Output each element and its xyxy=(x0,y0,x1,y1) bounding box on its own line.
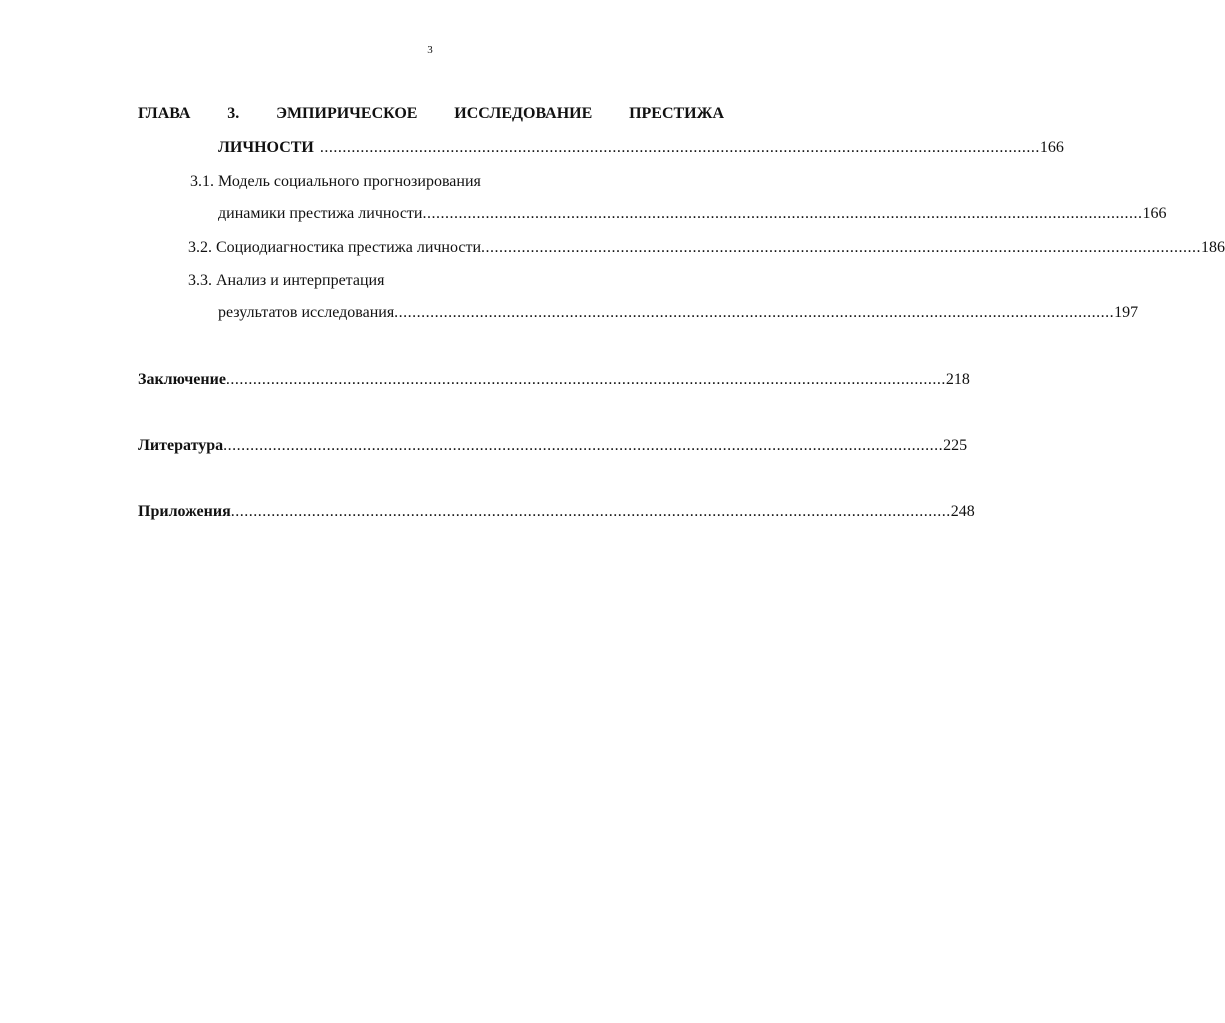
heading-word-3: ЭМПИРИЧЕСКОЕ xyxy=(276,105,418,122)
section-3-2-page: 186 xyxy=(1201,239,1225,256)
leader-dots: ................................................................................................................................................................ xyxy=(225,371,946,388)
literature-page: 225 xyxy=(943,437,968,454)
conclusion-page: 218 xyxy=(945,371,970,388)
toc-appendices xyxy=(138,502,975,522)
toc-conclusion xyxy=(138,370,970,390)
heading-word-5: ПРЕСТИЖА xyxy=(629,105,724,122)
chapter-title-line xyxy=(218,138,1064,158)
leader-dots: ................................................................................................................................................................ xyxy=(230,503,951,520)
chapter-heading xyxy=(138,104,724,124)
section-3-1-page: 166 xyxy=(1142,205,1167,222)
heading-word-1: ГЛАВА xyxy=(138,105,191,122)
heading-word-2: 3. xyxy=(227,105,240,122)
section-3-3-page: 197 xyxy=(1114,304,1139,321)
chapter-page: 166 xyxy=(1039,139,1064,156)
leader-dots: ................................................................................................................................................................ xyxy=(223,437,944,454)
section-3-3-line1: 3.3. Анализ и интерпретация xyxy=(188,272,385,289)
chapter-title-cont: ЛИЧНОСТИ xyxy=(218,139,314,156)
section-3-1-line2 xyxy=(218,204,1167,224)
conclusion-label: Заключение xyxy=(138,371,226,388)
toc-literature xyxy=(138,436,968,456)
leader-dots: ................................................................................................................................................................ xyxy=(394,304,1115,321)
leader-dots: ................................................................................................................................................................ xyxy=(422,205,1143,222)
page-number: 3 xyxy=(427,44,433,56)
heading-word-4: ИССЛЕДОВАНИЕ xyxy=(454,105,593,122)
section-3-1-title-cont: динамики престижа личности xyxy=(218,205,423,222)
section-3-2-title: 3.2. Социодиагностика престижа личности xyxy=(188,239,482,256)
section-3-3-title-cont: результатов исследования xyxy=(218,304,395,321)
section-3-2-line xyxy=(188,238,1225,258)
leader-dots: ................................................................................................................................................................ xyxy=(481,239,1202,256)
appendices-label: Приложения xyxy=(138,503,231,520)
section-3-1-line1: 3.1. Модель социального прогнозирования xyxy=(190,173,481,190)
literature-label: Литература xyxy=(138,437,224,454)
section-3-3-line2 xyxy=(218,303,1139,323)
appendices-page: 248 xyxy=(950,503,975,520)
leader-dots: ................................................................................................................................................................ xyxy=(319,139,1040,156)
